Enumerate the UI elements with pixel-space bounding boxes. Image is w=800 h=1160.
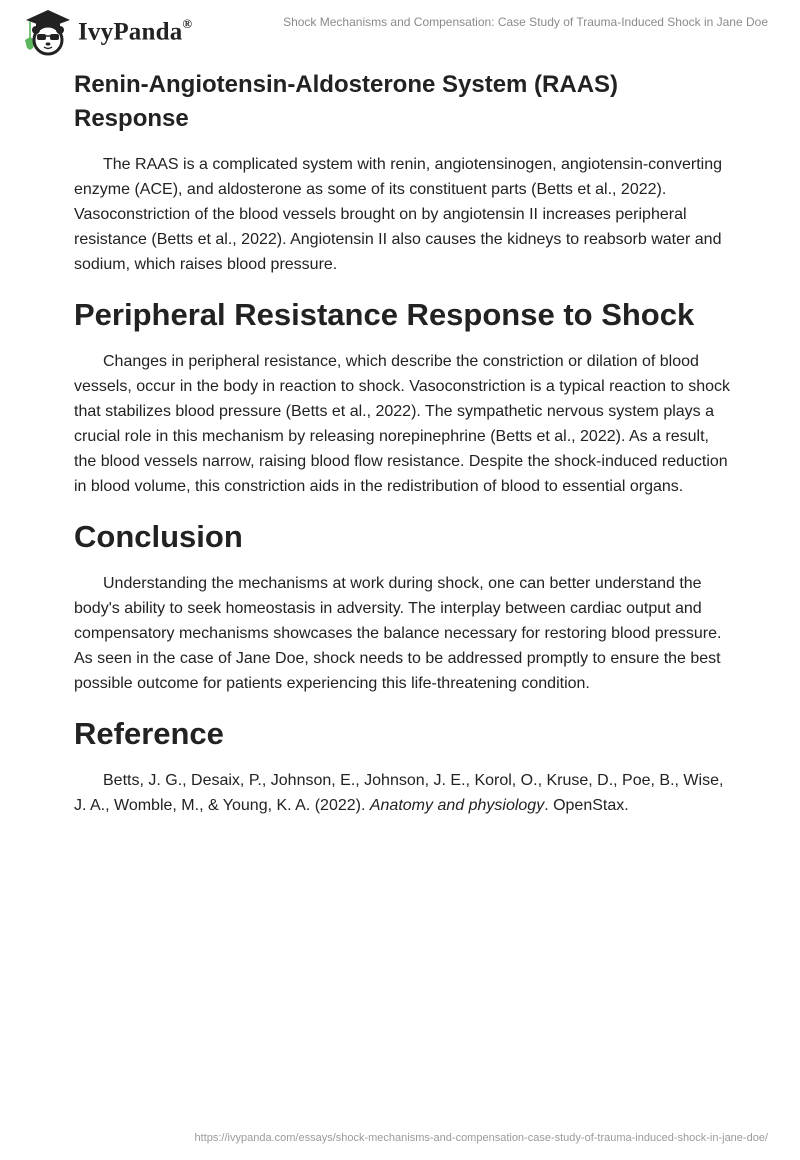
section-paragraph: Understanding the mechanisms at work during shock, one can better understand the body's ability to seek homeostasis in adversity. The interplay between cardiac output and compensatory mechanisms showcases the balance necessary for restoring blood pressure. As seen in the case of Jane Doe, shock needs to be addressed promptly to ensure the best possible outcome for patients experiencing this life-threatening condition.: [74, 575, 722, 692]
section-heading: Reference: [74, 716, 224, 751]
section-reference: [74, 714, 734, 818]
reference-entry: [74, 768, 734, 818]
section-peripheral-resistance: [74, 295, 734, 499]
panda-graduate-icon: [18, 6, 74, 56]
section-heading: Peripheral Resistance Response to Shock: [74, 297, 695, 332]
section-raas: [74, 68, 734, 277]
logo-text: IvyPanda®: [78, 15, 193, 46]
running-title: Shock Mechanisms and Compensation: Case Study of Trauma-Induced Shock in Jane Doe: [283, 15, 768, 29]
ivypanda-logo[interactable]: [18, 6, 192, 56]
page-header: [0, 0, 800, 60]
reference-publisher: . OpenStax.: [544, 797, 629, 814]
section-paragraph: The RAAS is a complicated system with renin, angiotensinogen, angiotensin-converting enzyme (ACE), and aldosterone as some of its constituent parts (Betts et al., 2022). Vasoconstriction of the blood vessels brought on by angiotensin II increases peripheral resistance (Betts et al., 2022). Angiotensin II also causes the kidneys to reabsorb water and sodium, which raises blood pressure.: [74, 156, 722, 273]
reference-title: Anatomy and physiology: [369, 797, 545, 814]
section-heading: Conclusion: [74, 519, 243, 554]
section-conclusion: [74, 517, 734, 696]
section-paragraph: Changes in peripheral resistance, which describe the constriction or dilation of blood vessels, occur in the body in reaction to shock. Vasoconstriction is a typical reaction to shock that stabilizes blood pressure (Betts et al., 2022). The sympathetic nervous system plays a crucial role in this mechanism by releasing norepinephrine (Betts et al., 2022). As a result, the blood vessels narrow, raising blood flow resistance. Despite the shock-induced reduction in blood volume, this constriction aids in the redistribution of blood to essential organs.: [74, 353, 731, 495]
document-body: [74, 68, 734, 836]
section-heading: Renin-Angiotensin-Aldosterone System (RAAS) Response: [74, 71, 619, 132]
reference-authors: Betts, J. G., Desaix, P., Johnson, E., Johnson, J. E., Korol, O., Kruse, D., Poe, B., Wise, J. A., Womble, M., & Young, K. A. (2022).: [74, 772, 724, 814]
source-url[interactable]: https://ivypanda.com/essays/shock-mechanisms-and-compensation-case-study-of-trauma-induced-shock-in-jane-doe/: [194, 1132, 768, 1144]
